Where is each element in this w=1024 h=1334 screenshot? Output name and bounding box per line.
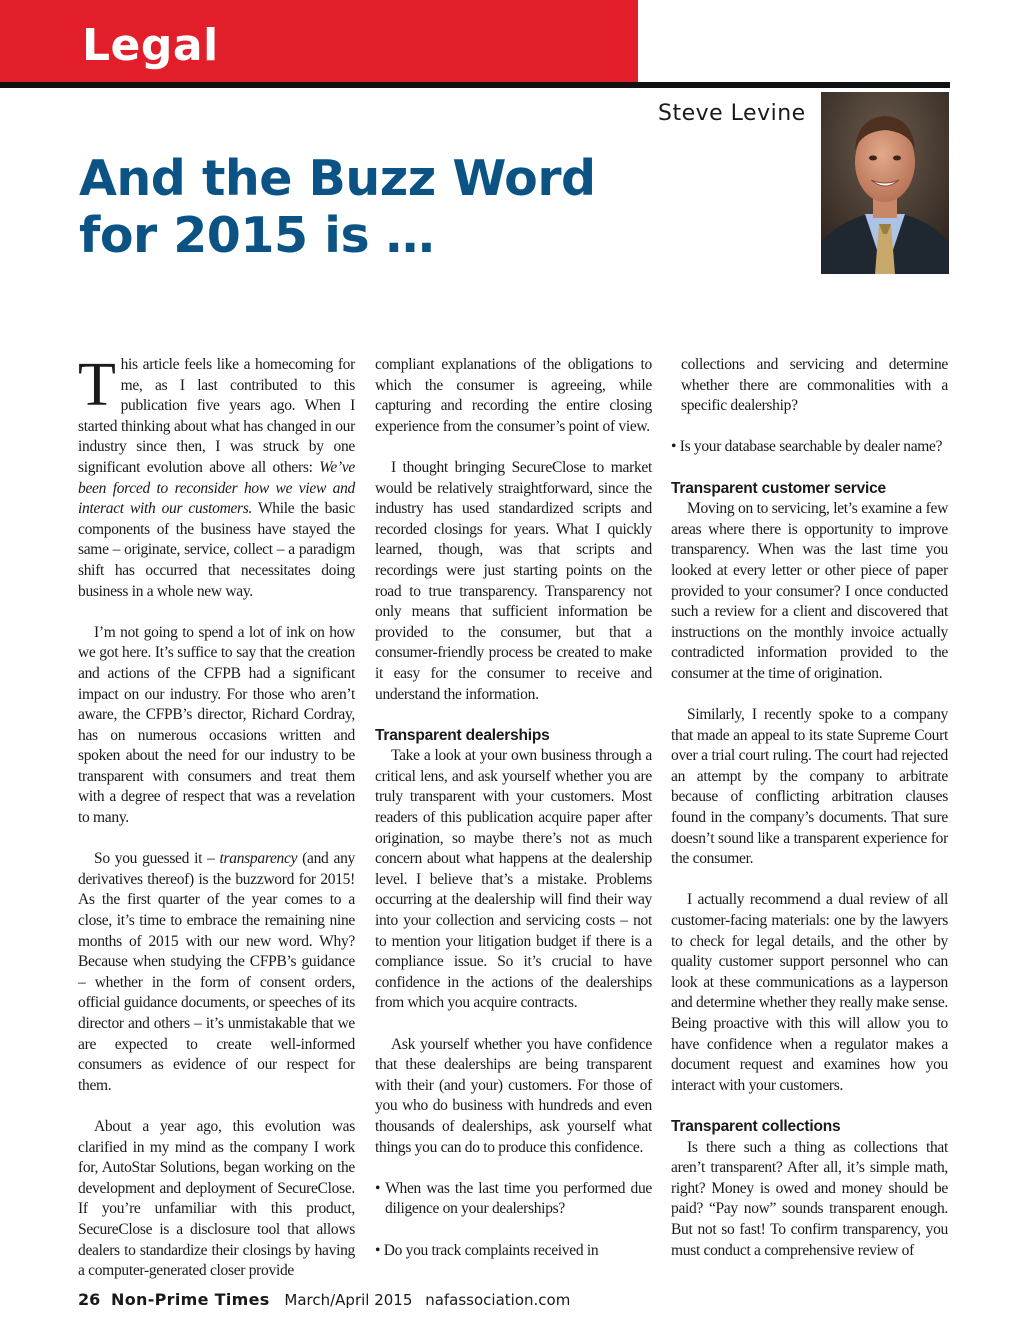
paragraph: I actually recommend a dual review of all customer-facing materials: one by the lawyers to check for legal details, and the other by quality customer support personnel who can look at these communications as a layperson and determine whether they really make sense. Being proactive with this will allow you to have confidence when a regulator makes a document request and examines how you interact with your customers. [671, 891, 949, 1094]
issue-date: March/April 2015 [284, 1291, 413, 1309]
paragraph: Ask yourself whether you have confidence that these dealerships are being transparent with their (and your) customers. For those of you who do business with hundreds and even thousands of dealerships, ask yourself what things you can do to produce this confidence. [375, 1035, 652, 1156]
paragraph-text: his article feels like a homecoming for me, as I last contributed to this publication five years ago. When I started thinking about what has changed in our industry since then, I was struck by one significant evolution above all others: [78, 356, 355, 476]
subheading: Transparent collections [671, 1117, 841, 1135]
paragraph: About a year ago, this evolution was clarified in my mind as the company I work for, AutoStar Solutions, began working on the development and deployment of SecureClose. If you’re unfamiliar with this product, SecureClose is a disclosure tool that allows dealers to standardize their closings by having a computer-generated closer provide [78, 1117, 355, 1280]
article-column-2 [375, 355, 652, 1261]
paragraph: I’m not going to spend a lot of ink on how we got here. It’s suffice to say that the creation and actions of the CFPB had a significant impact on our industry. For those who aren’t aware, the CFPB’s director, Richard Cordray, has on numerous occasions written and spoken about the need for our industry to be transparent with consumers and treat them with a degree of respect that was a revelation to many. [78, 623, 355, 827]
bullet-continuation: collections and servicing and determine whether there are commonalities with a specific dealership? [681, 356, 948, 415]
paragraph: Take a look at your own business through a critical lens, and ask yourself whether you are truly transparent with your customers. Most readers of this publication acquire paper after origination, so maybe there’s not as much concern about what happens at the dealership level. I believe that’s a mistake. Problems occurring at the dealership will find their way into your collection and servicing costs – not to mention your litigation budget if there is a compliance issue. So it’s crucial to have confidence in the actions of the dealerships from which you acquire contracts. [375, 747, 652, 1012]
paragraph: Is there such a thing as collections that aren’t transparent? After all, it’s simple math, right? Money is owed and money should be paid? “Pay now” sounds transparent enough. But not so fast! To confirm transparency, you must conduct a comprehensive review of [671, 1138, 948, 1259]
paragraph: Moving on to servicing, let’s examine a few areas where there is opportunity to improve transparency. When was the last time you looked at every letter or other piece of paper provided to your consumer? I once conducted such a review for a client and discovered that instructions on the monthly invoice actually contradicted information provided to the consumer at the time of origination. [671, 500, 948, 682]
website: nafassociation.com [425, 1291, 571, 1309]
page-number: 26 [78, 1290, 101, 1309]
bullet-item: • When was the last time you performed due diligence on your dealerships? [375, 1179, 652, 1218]
paragraph [78, 351, 356, 602]
subheading: Transparent dealerships [375, 726, 550, 744]
paragraph [78, 849, 355, 1096]
drop-cap: T [78, 351, 116, 419]
author-name: Steve Levine [658, 101, 806, 126]
paragraph-text: (and any derivatives thereof) is the buzzword for 2015! As the first quarter of the year comes to a close, it’s time to embrace the remaining nine months of 2015 with our new word. Why? Because when studying the CFPB’s guidance – whether in the form of consent orders, official guidance documents, or speeches of its director and others – it’s unmistakable that we are expected to create well-informed consumers as evidence of our respect for them. [78, 850, 355, 1094]
author-photo [821, 92, 949, 274]
paragraph-emphasis: We’ve been forced to reconsider how we view and interact with our customers. [78, 458, 355, 518]
paragraph-text: So you guessed it – [94, 850, 220, 868]
article-column-1 [78, 351, 356, 1282]
paragraph: I thought bringing SecureClose to market would be relatively straightforward, since the industry has used standardized scripts and recorded closings for years. What I quickly learned, though, was that scripts and recordings were just starting points on the road to true transparency. Transparency not only means that sufficient information be provided to the consumer, but that a consumer-friendly process be created to make it easy for the consumer to receive and understand the information. [375, 458, 652, 703]
paragraph-emphasis: transparency [219, 850, 298, 868]
page-footer [78, 1290, 570, 1309]
bullet-item: • Do you track complaints received in [375, 1241, 599, 1259]
paragraph: Similarly, I recently spoke to a company that made an appeal to its state Supreme Court over a trial court ruling. The court had rejected an attempt by the company to arbitrate because of conflicting arbitration clauses found in the company’s documents. That sure doesn’t sound like a transparent experience for the consumer. [671, 706, 948, 868]
paragraph-text: While the basic components of the business have stayed the same – originate, service, collect – a paradigm shift has occurred that necessitates doing business in a whole new way. [78, 500, 356, 600]
subheading: Transparent customer service [671, 479, 886, 497]
magazine-name: Non-Prime Times [111, 1290, 270, 1309]
section-title: Legal [82, 20, 219, 71]
header-rule [0, 82, 950, 88]
bullet-item: • Is your database searchable by dealer name? [671, 438, 943, 456]
article-headline: And the Buzz Word for 2015 is … [79, 150, 596, 264]
paragraph: compliant explanations of the obligations to which the consumer is agreeing, while capturing and recording the entire closing experience from the consumer’s point of view. [375, 356, 652, 435]
article-column-3 [671, 355, 948, 1261]
